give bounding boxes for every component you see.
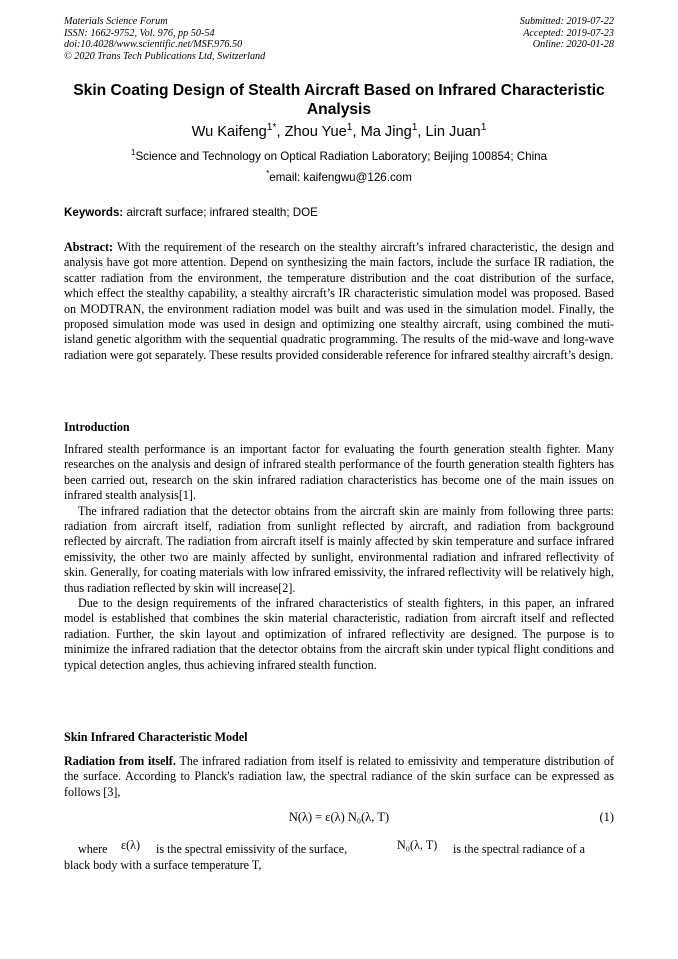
submitted-date: Submitted: 2019-07-22: [519, 16, 614, 27]
submission-dates: [520, 16, 614, 51]
radiance-symbol: N₀(λ, T): [397, 838, 438, 852]
where-line-2: black body with a surface temperature T,: [64, 858, 262, 872]
journal-doi: doi:10.4028/www.scientific.net/MSF.976.50: [64, 39, 243, 51]
keywords-label: Keywords:: [64, 206, 124, 219]
model-body: [64, 754, 614, 800]
author-name: Wu Kaifeng: [191, 124, 267, 140]
author-affiliation-mark: 1: [411, 122, 418, 134]
paper-title: Skin Coating Design of Stealth Aircraft Based on Infrared Characteristic Analysis: [73, 82, 605, 118]
subsection-label: Radiation from itself.: [64, 754, 176, 768]
journal-name: Materials Science Forum: [64, 16, 168, 27]
author-affiliation-mark: 1*: [266, 122, 277, 134]
paragraph: The infrared radiation that the detector obtains from the aircraft skin are mainly from following three parts: radiation from aircraft itself, radiation from sunlight reflected by aircraft, and radiation from background reflected by aircraft. The radiation from aircraft itself is mainly affected by skin temperature and surface infrared emissivity, the other two are mainly affected by sunlight, environmental radiation and infrared reflectivity of skin. Generally, for coating materials with low infrared emissivity, the infrared reflectivity will be relatively high, thus radiation reflected by skin will increase[2].: [64, 503, 614, 595]
subsection-text: The infrared radiation from itself is related to emissivity and temperature distribution of the surface. According to Planck's radiation law, the spectral radiance of the skin surface can be expressed as follows [3],: [64, 754, 614, 799]
equation-body: N(λ) = ε(λ) N₀(λ, T): [288, 810, 390, 824]
affiliation: [64, 149, 614, 164]
author-name: Zhou Yue: [284, 124, 347, 140]
author-affiliation-mark: 1: [346, 122, 353, 134]
keywords-text: aircraft surface; infrared stealth; DOE: [126, 206, 318, 219]
journal-issn: ISSN: 1662-9752, Vol. 976, pp 50-54: [64, 27, 215, 39]
corresponding-email: [64, 170, 614, 185]
author-name: Lin Juan: [425, 124, 481, 140]
accepted-date: Accepted: 2019-07-23: [523, 27, 614, 39]
introduction-body: [64, 442, 614, 673]
keywords: [64, 205, 318, 220]
abstract-text: With the requirement of the research on the stealthy aircraft’s infrared characteristic, the design and analysis have got more attention. Depend on synthesizing the main factors, include the surface IR radiation, the scatter radiation from the environment, the temperature distribution and the coat distribution of the surface, which effect the stealthy capability, a stealthy aircraft’s IR characteristic simulation model was proposed. Based on MODTRAN, the environment radiation model was built and was used in the simulation model. Finally, the proposed simulation mode was used in design and optimizing one stealthy aircraft, using combined the muti-island genetic algorithm with the sequential quadratic programming. The results of the mid-wave and long-wave radiation were got separately. These results provided considerable reference for infrared stealthy aircraft’s design.: [64, 240, 615, 362]
email-mark: *: [266, 169, 270, 179]
author-name: Ma Jing: [360, 124, 412, 140]
equation-number: (1): [599, 810, 614, 824]
introduction-heading: Introduction: [64, 420, 130, 434]
where-word: where: [78, 842, 108, 856]
journal-copyright: © 2020 Trans Tech Publications Ltd, Switzerland: [64, 50, 266, 62]
affiliation-text: Science and Technology on Optical Radiation Laboratory; Beijing 100854; China: [135, 150, 548, 163]
model-heading: Skin Infrared Characteristic Model: [64, 730, 248, 744]
author-list: Wu Kaifeng$^{1*}$, Zhou Yue$^1$, Ma Jing$^1$, Lin Juan$^1$: [191, 122, 487, 140]
affiliation-mark: 1: [130, 148, 136, 158]
author-affiliation-mark: 1: [480, 122, 487, 134]
where-mid-text: is the spectral emissivity of the surface,: [156, 842, 348, 856]
equation-explanation: [64, 838, 614, 873]
abstract-label: Abstract:: [64, 240, 114, 254]
emissivity-symbol: ε(λ): [121, 838, 140, 852]
online-date: Online: 2020-01-28: [532, 39, 614, 51]
journal-info: [64, 16, 265, 62]
equation-1: [64, 810, 614, 828]
paragraph: Infrared stealth performance is an important factor for evaluating the fourth generation stealth fighter. Many researches on the analysis and design of infrared stealth performance of the fourth generation stealth fighters has been carried out, research on the skin infrared radiation characteristics has become one of the main issues on infrared stealth analysis[1].: [64, 442, 614, 503]
paragraph: Due to the design requirements of the infrared characteristics of stealth fighters, in this paper, an infrared model is established that combines the skin material characteristic, radiation from aircraft itself and reflected radiation. Further, the skin layout and optimization of infrared reflectivity are designed. The purpose is to minimize the infrared radiation that the detector obtains from the aircraft skin under typical flight conditions and typical detection angles, thus achieving infrared stealth function.: [64, 596, 614, 672]
email-text: email: kaifengwu@126.com: [269, 171, 412, 184]
abstract: [64, 240, 614, 363]
where-end-text: is the spectral radiance of a: [453, 842, 585, 856]
